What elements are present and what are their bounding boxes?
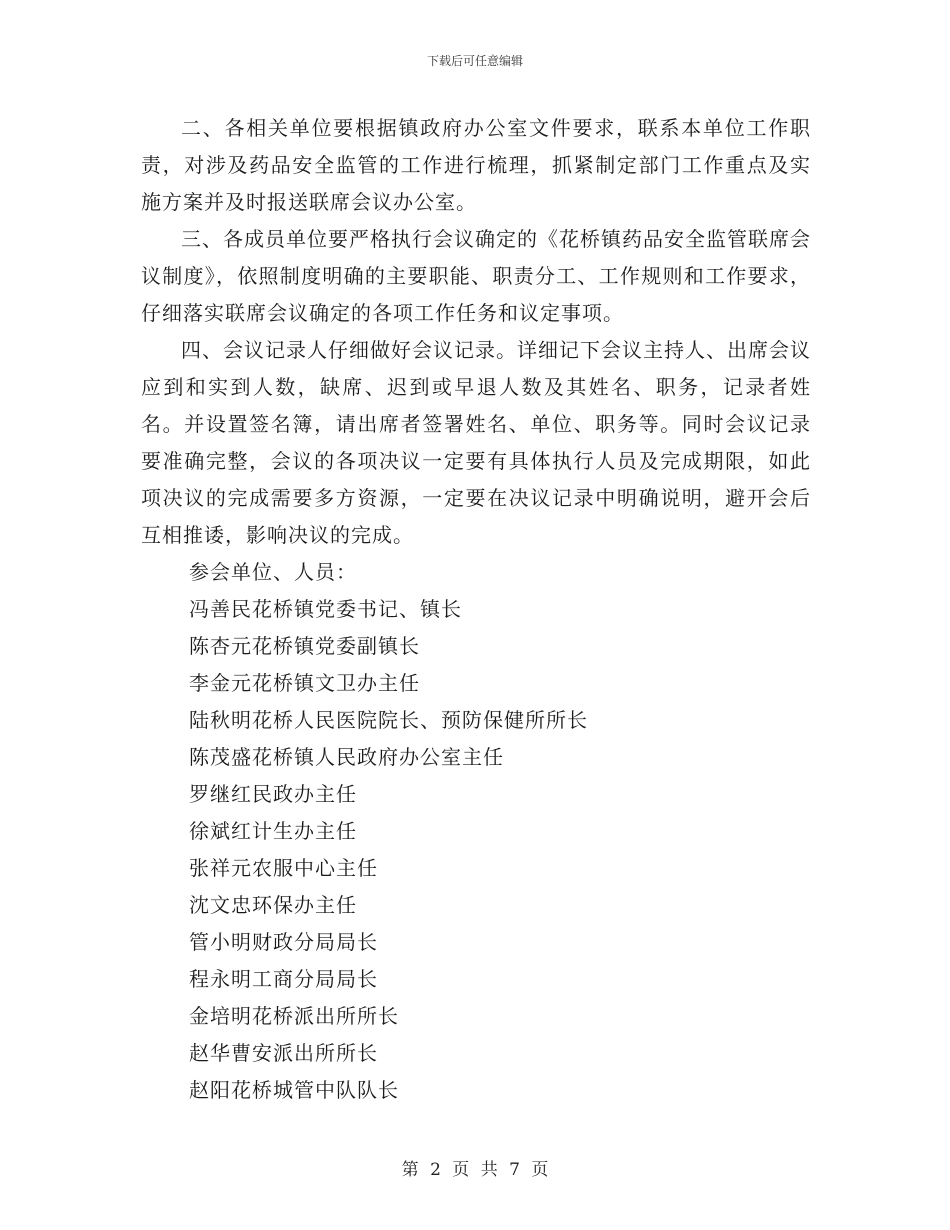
attendee-item: 赵阳花桥城管中队队长 <box>189 1078 399 1102</box>
document-body <box>141 110 811 1109</box>
paragraph-3: 三、各成员单位要严格执行会议确定的《花桥镇药品安全监管联席会议制度》，依照制度明确的主要职能、职责分工、工作规则和工作要求，仔细落实联席会议确定的各项工作任务和议定事项。 <box>141 227 811 325</box>
attendee-item: 管小明财政分局局长 <box>189 930 378 954</box>
attendee-item: 罗继红民政办主任 <box>189 782 357 806</box>
attendee-list <box>141 591 811 1109</box>
attendee-item: 陆秋明花桥人民医院院长、预防保健所所长 <box>189 708 588 732</box>
attendee-item: 程永明工商分局局长 <box>189 967 378 991</box>
attendee-item: 徐斌红计生办主任 <box>189 819 357 843</box>
attendee-item: 陈杏元花桥镇党委副镇长 <box>189 634 420 658</box>
attendee-item: 陈茂盛花桥镇人民政府办公室主任 <box>189 745 504 769</box>
attendees-heading: 参会单位、人员： <box>189 560 357 584</box>
attendee-item: 张祥元农服中心主任 <box>189 856 378 880</box>
paragraph-4: 四、会议记录人仔细做好会议记录。详细记下会议主持人、出席会议应到和实到人数，缺席、迟到或早退人数及其姓名、职务，记录者姓名。并设置签名簿，请出席者签署姓名、单位、职务等。同时会议记录要准确完整，会议的各项决议一定要有具体执行人员及完成期限，如此项决议的完成需要多方资源，一定要在决议记录中明确说明，避开会后互相推诿，影响决议的完成。 <box>141 338 811 547</box>
attendee-item: 赵华曹安派出所所长 <box>189 1041 378 1065</box>
page-header: 下载后可任意编辑 <box>426 54 523 68</box>
paragraph-2: 二、各相关单位要根据镇政府办公室文件要求，联系本单位工作职责，对涉及药品安全监管的工作进行梳理，抓紧制定部门工作重点及实施方案并及时报送联席会议办公室。 <box>141 116 811 214</box>
page-number: 第 2 页 共 7 页 <box>401 1160 549 1180</box>
attendee-item: 李金元花桥镇文卫办主任 <box>189 671 420 695</box>
attendee-item: 沈文忠环保办主任 <box>189 893 357 917</box>
attendee-item: 金培明花桥派出所所长 <box>189 1004 399 1028</box>
attendee-item: 冯善民花桥镇党委书记、镇长 <box>189 597 462 621</box>
